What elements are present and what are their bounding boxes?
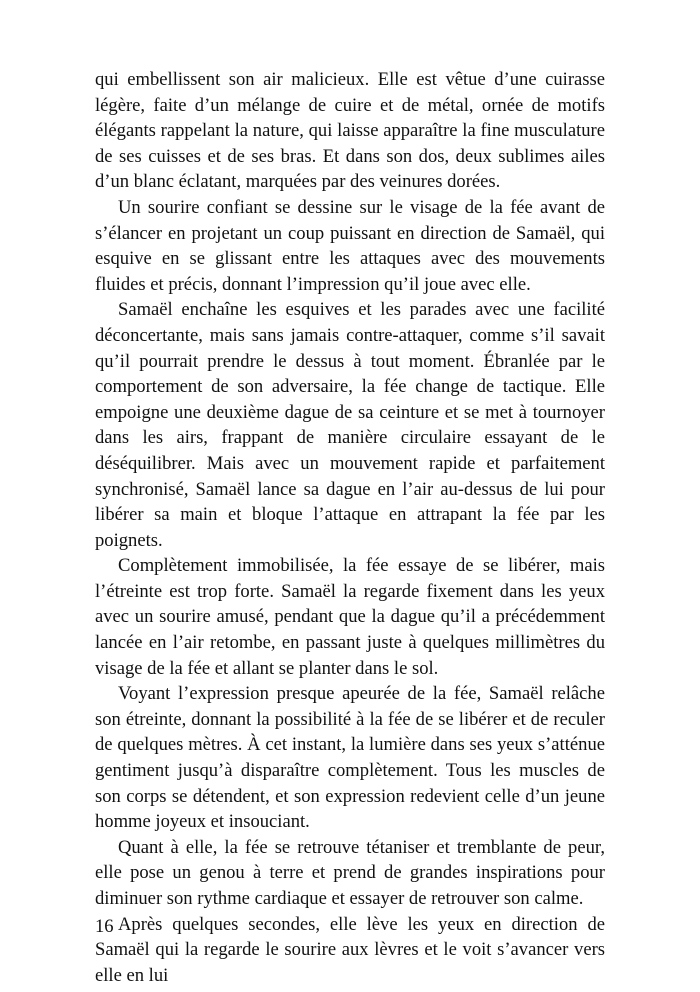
page-number: 16: [95, 916, 114, 937]
paragraph-6: Quant à elle, la fée se retrouve tétaniser et tremblante de peur, elle pose un genou à terre et prend de grandes inspirations pour diminuer son rythme cardiaque et essayer de retrouver son calme.: [95, 836, 605, 909]
paragraph-5: Voyant l’expression presque apeurée de la fée, Samaël relâche son étreinte, donnant la possibilité à la fée de se libérer et de reculer de quelques mètres. À cet instant, la lumière dans ses yeux s’atténue gentiment jusqu’à disparaître complètement. Tous les muscles de son corps se détendent, et son expression redevient celle d’un jeune homme joyeux et insouciant.: [95, 683, 605, 833]
body-text: [95, 67, 605, 988]
paragraph-7: Après quelques secondes, elle lève les yeux en direction de Samaël qui la regarde le sourire aux lèvres et le voit s’avancer vers elle en lui: [95, 913, 605, 986]
paragraph-1: qui embellissent son air malicieux. Elle est vêtue d’une cuirasse légère, faite d’un mélange de cuire et de métal, ornée de motifs élégants rappelant la nature, qui laisse apparaître la fine musculature de ses cuisses et de ses bras. Et dans son dos, deux sublimes ailes d’un blanc éclatant, marquées par des veinures dorées.: [95, 69, 605, 193]
paragraph-3: Samaël enchaîne les esquives et les parades avec une facilité déconcertante, mais sans jamais contre-attaquer, comme s’il savait qu’il pourrait prendre le dessus à tout moment. Ébranlée par le comportement de son adversaire, la fée change de tactique. Elle empoigne une deuxième dague de sa ceinture et se met à tournoyer dans les airs, frappant de manière circulaire essayant de le déséquilibrer. Mais avec un mouvement rapide et parfaitement synchronisé, Samaël lance sa dague en l’air au-dessus de lui pour libérer sa main et bloque l’attaque en attrapant la fée par les poignets.: [95, 299, 605, 551]
paragraph-2: Un sourire confiant se dessine sur le visage de la fée avant de s’élancer en projetant un coup puissant en direction de Samaël, qui esquive en se glissant entre les attaques avec des mouvements fluides et précis, donnant l’impression qu’il joue avec elle.: [95, 196, 605, 295]
paragraph-4: Complètement immobilisée, la fée essaye de se libérer, mais l’étreinte est trop forte. Samaël la regarde fixement dans les yeux avec un sourire amusé, pendant que la dague qu’il a précédemment lancée en l’air retombe, en passant juste à quelques millimètres du visage de la fée et allant se planter dans le sol.: [95, 555, 605, 679]
